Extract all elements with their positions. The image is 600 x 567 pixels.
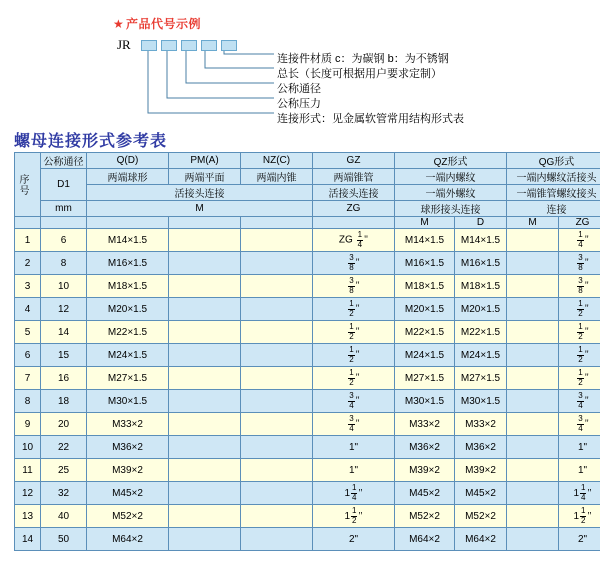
header-type-q: 两端球形: [87, 169, 169, 185]
legend-label-material: 连接件材质 c：为碳钢 b：为不锈钢: [277, 53, 449, 65]
cell-qz-m: M14×1.5: [395, 229, 455, 252]
cell-qg-zg: 1": [559, 459, 600, 482]
cell-q: M24×1.5: [87, 344, 169, 367]
cell-gz: $\frac{3}{8}$ ": [313, 252, 395, 275]
cell-pm: [169, 229, 241, 252]
cell-qg-m: [507, 275, 559, 298]
cell-nz: [241, 505, 313, 528]
cell-dn: 25: [41, 459, 87, 482]
header-group-code-pm: PM(A): [169, 153, 241, 169]
cell-q: M45×2: [87, 482, 169, 505]
cell-qg-m: [507, 344, 559, 367]
cell-nz: [241, 459, 313, 482]
legend-label-connection-type: 连接形式：见金属软管常用结构形式表: [277, 113, 464, 125]
cell-nz: [241, 390, 313, 413]
header-dn-sub: D1: [41, 169, 87, 201]
cell-qg-zg: 2": [559, 528, 600, 551]
cell-serial: 10: [15, 436, 41, 459]
cell-qg-zg: $\frac{3}{8}$ ": [559, 275, 600, 298]
cell-serial: 9: [15, 413, 41, 436]
cell-pm: [169, 252, 241, 275]
cell-dn: 6: [41, 229, 87, 252]
cell-nz: [241, 229, 313, 252]
cell-gz: 1": [313, 436, 395, 459]
header-dn: 公称通径: [41, 153, 87, 169]
cell-qz-d: M16×1.5: [455, 252, 507, 275]
cell-qz-m: M27×1.5: [395, 367, 455, 390]
cell-qg-zg: 1 $\frac{1}{4}$ ": [559, 482, 600, 505]
cell-nz: [241, 298, 313, 321]
cell-qz-d: M45×2: [455, 482, 507, 505]
cell-pm: [169, 367, 241, 390]
cell-q: M27×1.5: [87, 367, 169, 390]
table-row: [15, 413, 600, 436]
cell-qz-m: M64×2: [395, 528, 455, 551]
cell-qz-d: M39×2: [455, 459, 507, 482]
cell-serial: 1: [15, 229, 41, 252]
header-thread-zg: ZG: [313, 201, 395, 217]
cell-qz-m: M36×2: [395, 436, 455, 459]
cell-pm: [169, 413, 241, 436]
cell-qg-zg: $\frac{1}{2}$ ": [559, 298, 600, 321]
header-conn-qg: 一端锥管螺纹接头: [507, 185, 600, 201]
table-row: [15, 298, 600, 321]
cell-qz-d: M52×2: [455, 505, 507, 528]
cell-q: M52×2: [87, 505, 169, 528]
cell-serial: 13: [15, 505, 41, 528]
cell-qg-zg: $\frac{3}{4}$ ": [559, 390, 600, 413]
header-col-qg-m: M: [507, 217, 559, 229]
cell-q: M39×2: [87, 459, 169, 482]
header-serial-label: 序号: [17, 173, 28, 196]
legend-title: 产品代号示例: [126, 17, 202, 31]
header-type-qz: 一端内螺纹: [395, 169, 507, 185]
cell-qz-m: M22×1.5: [395, 321, 455, 344]
cell-pm: [169, 275, 241, 298]
cell-qg-zg: $\frac{1}{4}$ ": [559, 229, 600, 252]
table-row: [15, 482, 600, 505]
code-prefix: JR: [117, 37, 131, 52]
header-col-qz-d: D: [455, 217, 507, 229]
cell-qz-d: M20×1.5: [455, 298, 507, 321]
cell-qg-m: [507, 413, 559, 436]
header-blank-serial: [15, 217, 41, 229]
table-row: [15, 344, 600, 367]
cell-qz-d: M24×1.5: [455, 344, 507, 367]
cell-serial: 4: [15, 298, 41, 321]
cell-gz: 2": [313, 528, 395, 551]
cell-qg-m: [507, 390, 559, 413]
cell-qz-m: M20×1.5: [395, 298, 455, 321]
cell-qz-d: M30×1.5: [455, 390, 507, 413]
section-title: 螺母连接形式参考表: [14, 133, 168, 150]
header-col-qz-m: M: [395, 217, 455, 229]
table-row: [15, 321, 600, 344]
star-icon: ★: [113, 17, 124, 31]
cell-q: M36×2: [87, 436, 169, 459]
cell-qz-m: M18×1.5: [395, 275, 455, 298]
cell-serial: 6: [15, 344, 41, 367]
table-row: [15, 229, 600, 252]
header-group-code-gz: GZ: [313, 153, 395, 169]
cell-nz: [241, 275, 313, 298]
cell-gz: $\frac{3}{8}$ ": [313, 275, 395, 298]
product-code-legend: [0, 0, 600, 130]
cell-qg-zg: $\frac{1}{2}$ ": [559, 344, 600, 367]
cell-gz: 1 $\frac{1}{4}$ ": [313, 482, 395, 505]
cell-nz: [241, 528, 313, 551]
cell-dn: 12: [41, 298, 87, 321]
cell-qz-d: M64×2: [455, 528, 507, 551]
cell-q: M18×1.5: [87, 275, 169, 298]
cell-qg-m: [507, 505, 559, 528]
header-type-nz: 两端内锥: [241, 169, 313, 185]
cell-qz-m: M52×2: [395, 505, 455, 528]
cell-dn: 20: [41, 413, 87, 436]
cell-pm: [169, 344, 241, 367]
cell-q: M20×1.5: [87, 298, 169, 321]
header-group-code-qz: QZ形式: [395, 153, 507, 169]
header-subconn-qz: 球形接头连接: [395, 201, 507, 217]
table-row: [15, 436, 600, 459]
table-row: [15, 528, 600, 551]
header-blank-dn: [41, 217, 87, 229]
cell-qz-m: M24×1.5: [395, 344, 455, 367]
cell-pm: [169, 528, 241, 551]
cell-qg-zg: $\frac{3}{4}$ ": [559, 413, 600, 436]
table-row: [15, 505, 600, 528]
cell-qg-m: [507, 321, 559, 344]
header-dn-unit: mm: [41, 201, 87, 217]
cell-gz: $\frac{1}{2}$ ": [313, 321, 395, 344]
legend-label-length: 总长（长度可根据用户要求定制）: [277, 68, 442, 80]
cell-q: M30×1.5: [87, 390, 169, 413]
cell-q: M22×1.5: [87, 321, 169, 344]
cell-pm: [169, 436, 241, 459]
cell-qz-d: M33×2: [455, 413, 507, 436]
cell-qz-d: M27×1.5: [455, 367, 507, 390]
cell-qz-m: M33×2: [395, 413, 455, 436]
table-row: [15, 275, 600, 298]
cell-dn: 32: [41, 482, 87, 505]
header-row-type: [15, 169, 600, 185]
cell-dn: 22: [41, 436, 87, 459]
cell-dn: 16: [41, 367, 87, 390]
cell-dn: 10: [41, 275, 87, 298]
cell-gz: $\frac{1}{2}$ ": [313, 298, 395, 321]
cell-qg-zg: 1 $\frac{1}{2}$ ": [559, 505, 600, 528]
header-blank-pm: [169, 217, 241, 229]
header-row-columns: [15, 217, 600, 229]
table-body: [15, 229, 600, 551]
cell-qg-m: [507, 229, 559, 252]
cell-pm: [169, 298, 241, 321]
cell-gz: ZG $\frac{1}{4}$ ": [313, 229, 395, 252]
cell-serial: 8: [15, 390, 41, 413]
header-group-code-q: Q(D): [87, 153, 169, 169]
cell-qg-zg: $\frac{3}{8}$ ": [559, 252, 600, 275]
cell-qz-m: M39×2: [395, 459, 455, 482]
cell-qg-zg: $\frac{1}{2}$ ": [559, 321, 600, 344]
cell-serial: 12: [15, 482, 41, 505]
header-blank-q: [87, 217, 169, 229]
table-row: [15, 252, 600, 275]
cell-pm: [169, 321, 241, 344]
cell-q: M64×2: [87, 528, 169, 551]
cell-gz: $\frac{1}{2}$ ": [313, 344, 395, 367]
header-thread-m: M: [87, 201, 313, 217]
header-row-connection: [15, 185, 600, 201]
table-row: [15, 390, 600, 413]
header-type-gz: 两端锥管: [313, 169, 395, 185]
header-row-code: [15, 153, 600, 169]
cell-qz-m: M45×2: [395, 482, 455, 505]
cell-gz: $\frac{3}{4}$ ": [313, 390, 395, 413]
header-blank-gz: [313, 217, 395, 229]
cell-nz: [241, 252, 313, 275]
cell-gz: $\frac{3}{4}$ ": [313, 413, 395, 436]
cell-qg-m: [507, 367, 559, 390]
table-row: [15, 459, 600, 482]
cell-qg-m: [507, 298, 559, 321]
cell-qg-zg: $\frac{1}{2}$ ": [559, 367, 600, 390]
table-head: [15, 153, 600, 229]
cell-qz-m: M30×1.5: [395, 390, 455, 413]
cell-gz: $\frac{1}{2}$ ": [313, 367, 395, 390]
header-type-pm: 两端平面: [169, 169, 241, 185]
cell-qz-m: M16×1.5: [395, 252, 455, 275]
cell-qg-m: [507, 436, 559, 459]
header-conn-q: 活接头连接: [87, 185, 313, 201]
cell-gz: 1": [313, 459, 395, 482]
cell-qg-zg: 1": [559, 436, 600, 459]
cell-serial: 3: [15, 275, 41, 298]
cell-dn: 14: [41, 321, 87, 344]
cell-nz: [241, 436, 313, 459]
cell-qg-m: [507, 482, 559, 505]
table-row: [15, 367, 600, 390]
header-col-qg-zg: ZG: [559, 217, 600, 229]
cell-nz: [241, 413, 313, 436]
cell-q: M16×1.5: [87, 252, 169, 275]
header-row-thread: [15, 201, 600, 217]
header-subconn-qg: 连接: [507, 201, 600, 217]
cell-q: M14×1.5: [87, 229, 169, 252]
header-conn-gz: 活接头连接: [313, 185, 395, 201]
header-group-code-nz: NZ(C): [241, 153, 313, 169]
cell-qz-d: M18×1.5: [455, 275, 507, 298]
legend-label-nominal-diameter: 公称通径: [277, 83, 321, 95]
cell-gz: 1 $\frac{1}{2}$ ": [313, 505, 395, 528]
cell-nz: [241, 367, 313, 390]
cell-q: M33×2: [87, 413, 169, 436]
cell-nz: [241, 482, 313, 505]
cell-dn: 50: [41, 528, 87, 551]
cell-pm: [169, 482, 241, 505]
cell-qg-m: [507, 528, 559, 551]
cell-serial: 7: [15, 367, 41, 390]
header-type-qg: 一端内螺纹活接头: [507, 169, 600, 185]
cell-qz-d: M14×1.5: [455, 229, 507, 252]
cell-nz: [241, 344, 313, 367]
header-group-code-qg: QG形式: [507, 153, 600, 169]
header-conn-qz: 一端外螺纹: [395, 185, 507, 201]
header-blank-nz: [241, 217, 313, 229]
nut-connection-table-wrap: [14, 152, 597, 551]
cell-qg-m: [507, 459, 559, 482]
cell-pm: [169, 505, 241, 528]
cell-serial: 11: [15, 459, 41, 482]
cell-serial: 14: [15, 528, 41, 551]
cell-pm: [169, 390, 241, 413]
cell-nz: [241, 321, 313, 344]
cell-dn: 18: [41, 390, 87, 413]
cell-qg-m: [507, 252, 559, 275]
cell-dn: 40: [41, 505, 87, 528]
legend-label-nominal-pressure: 公称压力: [277, 98, 321, 110]
cell-qz-d: M22×1.5: [455, 321, 507, 344]
cell-pm: [169, 459, 241, 482]
nut-connection-table: [14, 152, 600, 551]
cell-serial: 2: [15, 252, 41, 275]
cell-serial: 5: [15, 321, 41, 344]
cell-dn: 15: [41, 344, 87, 367]
cell-dn: 8: [41, 252, 87, 275]
cell-qz-d: M36×2: [455, 436, 507, 459]
header-serial: [15, 153, 41, 217]
